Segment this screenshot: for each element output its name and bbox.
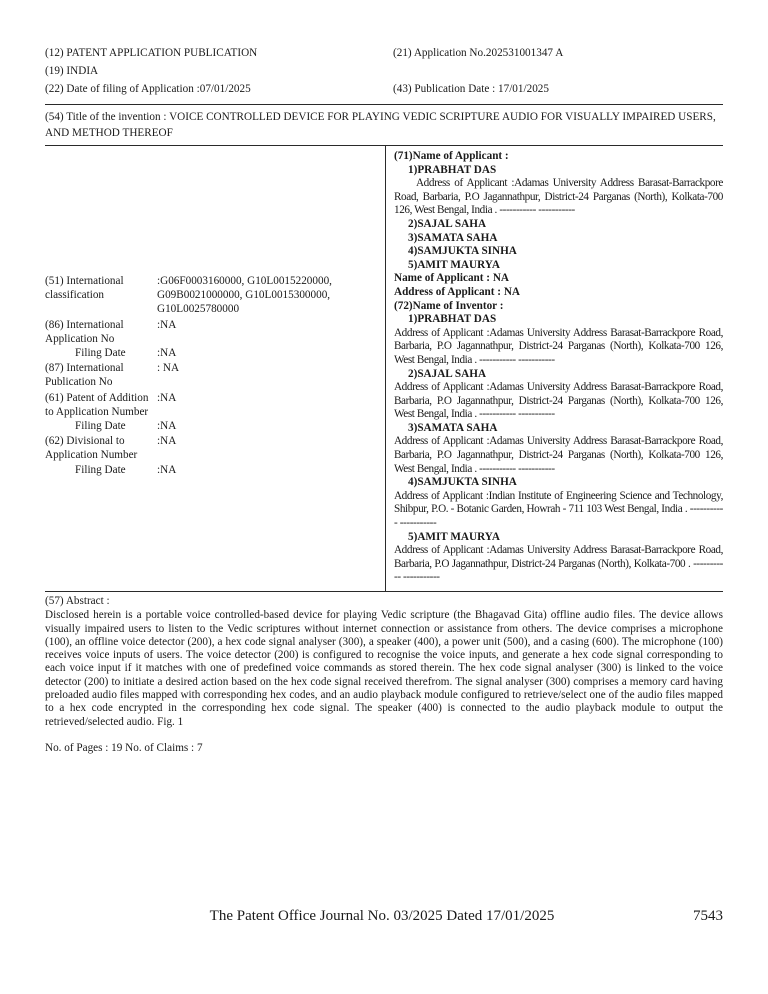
inventor-entry bbox=[394, 313, 723, 367]
inventor-address-4: Address of Applicant :Indian Institute of Engineering Science and Technology, Shibpur, P.O. - Botanic Garden, Howrah - 711 103 West Bengal, India . ----------- ----------- bbox=[394, 489, 723, 530]
abstract-block bbox=[45, 592, 723, 757]
inventor-entry bbox=[394, 368, 723, 422]
publication-date: (43) Publication Date : 17/01/2025 bbox=[393, 83, 549, 95]
field-divisional-to bbox=[45, 434, 379, 477]
applicant-name-3: 3)SAMATA SAHA bbox=[408, 231, 498, 244]
patent-of-addition-filing-date-label: Filing Date bbox=[75, 420, 126, 433]
divisional-label: (62) Divisional to Application Number bbox=[45, 435, 138, 462]
intl-classification-label: (51) International classification bbox=[45, 275, 124, 302]
publication-sheet bbox=[45, 42, 723, 757]
bibliographic-body bbox=[45, 146, 723, 591]
header-row-dates bbox=[45, 80, 723, 98]
field-international-classification bbox=[45, 274, 379, 317]
intl-publication-no-value: : NA bbox=[157, 362, 180, 375]
field-patent-of-addition bbox=[45, 391, 379, 434]
invention-title: (54) Title of the invention : VOICE CONTROLLED DEVICE FOR PLAYING VEDIC SCRIPTURE AUDIO FOR VISUALLY IMPAIRED USERS, AND METHOD THEREOF bbox=[45, 111, 716, 139]
intl-application-filing-date-label: Filing Date bbox=[75, 347, 126, 360]
divisional-value: :NA bbox=[157, 435, 177, 448]
parties-column bbox=[386, 146, 723, 591]
inventor-address-2: Address of Applicant :Adamas University Address Barasat-Barrackpore Road, Barbaria, P.O Jagannathpur, District-24 Parganas (North), Kolkata-700 126, West Bengal, India . ----------- ----------- bbox=[394, 381, 723, 421]
pages-and-claims: No. of Pages : 19 No. of Claims : 7 bbox=[45, 741, 203, 754]
applicant-name-1: 1)PRABHAT DAS bbox=[408, 163, 497, 176]
applicant-address-na: Address of Applicant : NA bbox=[394, 285, 520, 298]
intl-application-no-value: :NA bbox=[157, 318, 177, 331]
inventor-heading: (72)Name of Inventor : bbox=[394, 299, 504, 312]
header-block bbox=[45, 42, 723, 104]
title-block bbox=[45, 105, 723, 145]
applicant-name-na: Name of Applicant : NA bbox=[394, 272, 509, 285]
field-international-application-no bbox=[45, 318, 379, 361]
divisional-filing-date-label: Filing Date bbox=[75, 463, 126, 476]
inventor-entry bbox=[394, 476, 723, 530]
applicant-address-1: Address of Applicant :Adamas University Address Barasat-Barrackpore Road, Barbaria, P.O Jagannathpur, District-24 Parganas (North), Kolkata-700 126, West Bengal, India . ----------- ----------- bbox=[394, 177, 723, 217]
applicant-name-5: 5)AMIT MAURYA bbox=[408, 258, 500, 271]
journal-reference: The Patent Office Journal No. 03/2025 Dated 17/01/2025 bbox=[209, 908, 555, 924]
patent-of-addition-label: (61) Patent of Addition to Application Number bbox=[45, 391, 149, 418]
intl-publication-no-label: (87) International Publication No bbox=[45, 362, 124, 389]
applicant-heading: (71)Name of Applicant : bbox=[394, 150, 509, 162]
field-international-publication-no bbox=[45, 361, 379, 389]
patent-of-addition-filing-date-value: :NA bbox=[157, 420, 177, 433]
country-label: (19) INDIA bbox=[45, 65, 99, 77]
abstract-label: (57) Abstract : bbox=[45, 595, 110, 607]
intl-classification-value: :G06F0003160000, G10L0015220000, G09B0021000000, G10L0015300000, G10L0025780000 bbox=[157, 275, 332, 316]
intl-application-no-label: (86) International Application No bbox=[45, 318, 124, 345]
inventor-name-1: 1)PRABHAT DAS bbox=[408, 313, 497, 326]
intl-application-filing-date-value: :NA bbox=[157, 347, 177, 360]
filing-date: (22) Date of filing of Application :07/01/2025 bbox=[45, 83, 251, 95]
inventor-name-3: 3)SAMATA SAHA bbox=[408, 421, 498, 434]
applicant-name-2: 2)SAJAL SAHA bbox=[408, 217, 487, 230]
inventor-entry bbox=[394, 422, 723, 476]
page-footer bbox=[45, 908, 723, 925]
header-row-publication bbox=[45, 44, 723, 62]
header-row-country bbox=[45, 62, 723, 80]
publication-kind: (12) PATENT APPLICATION PUBLICATION bbox=[45, 47, 258, 59]
application-number: (21) Application No.202531001347 A bbox=[393, 47, 564, 59]
divisional-filing-date-value: :NA bbox=[157, 463, 177, 476]
inventor-entry bbox=[394, 531, 723, 585]
inventor-name-2: 2)SAJAL SAHA bbox=[408, 367, 487, 380]
applicant-name-4: 4)SAMJUKTA SINHA bbox=[408, 245, 517, 258]
patent-of-addition-value: :NA bbox=[157, 391, 177, 404]
inventor-name-4: 4)SAMJUKTA SINHA bbox=[408, 476, 517, 489]
abstract-text: Disclosed herein is a portable voice controlled-based device for playing Vedic scripture (the Bhagavad Gita) offline audio files. The device allows visually impaired users to listen to the Vedic scriptures without internet connection or assistance from others. The device comprises a microphone (100), an offline voice detector (200), a hex code signal analyser (300), a speaker (400), a power unit (500), and a casing (600). The microphone (100) receives voice inputs of users. The voice detector (200) is configured to recognise the voice inputs, and generate a hex code signal corresponding to each voice input if it matches with one of predefined voice commands as stored therein. The hex code signal analyser (300) is linked to the voice detector (200) to initiate a desired action based on the hex code signal received therefrom. The signal analyser (300) comprises a memory card having preloaded audio files mapped with corresponding hex codes, and an audio playback module configured to retrieve/select one of the audio files mapped to a hex code encrypted in the corresponding hex code signal. The speaker (400) is connected to the audio playback module to output the retrieved/selected audio. Fig. 1 bbox=[45, 609, 723, 728]
page-number: 7543 bbox=[693, 908, 723, 924]
inventor-address-1: Address of Applicant :Adamas University Address Barasat-Barrackpore Road, Barbaria, P.O Jagannathpur, District-24 Parganas (North), Kolkata-700 126, West Bengal, India . ----------- ----------- bbox=[394, 326, 723, 366]
classification-top-spacer bbox=[45, 152, 379, 274]
inventor-address-3: Address of Applicant :Adamas University Address Barasat-Barrackpore Road, Barbaria, P.O Jagannathpur, District-24 Parganas (North), Kolkata-700 126, West Bengal, India . ----------- ----------- bbox=[394, 435, 723, 475]
inventor-address-5: Address of Applicant :Adamas University Address Barasat-Barrackpore Road, Barbaria, P.O Jagannathpur, District-24 Parganas (North), Kolkata-700 . ----------- ----------- bbox=[394, 544, 723, 584]
inventor-name-5: 5)AMIT MAURYA bbox=[408, 530, 500, 543]
classification-column bbox=[45, 146, 385, 591]
